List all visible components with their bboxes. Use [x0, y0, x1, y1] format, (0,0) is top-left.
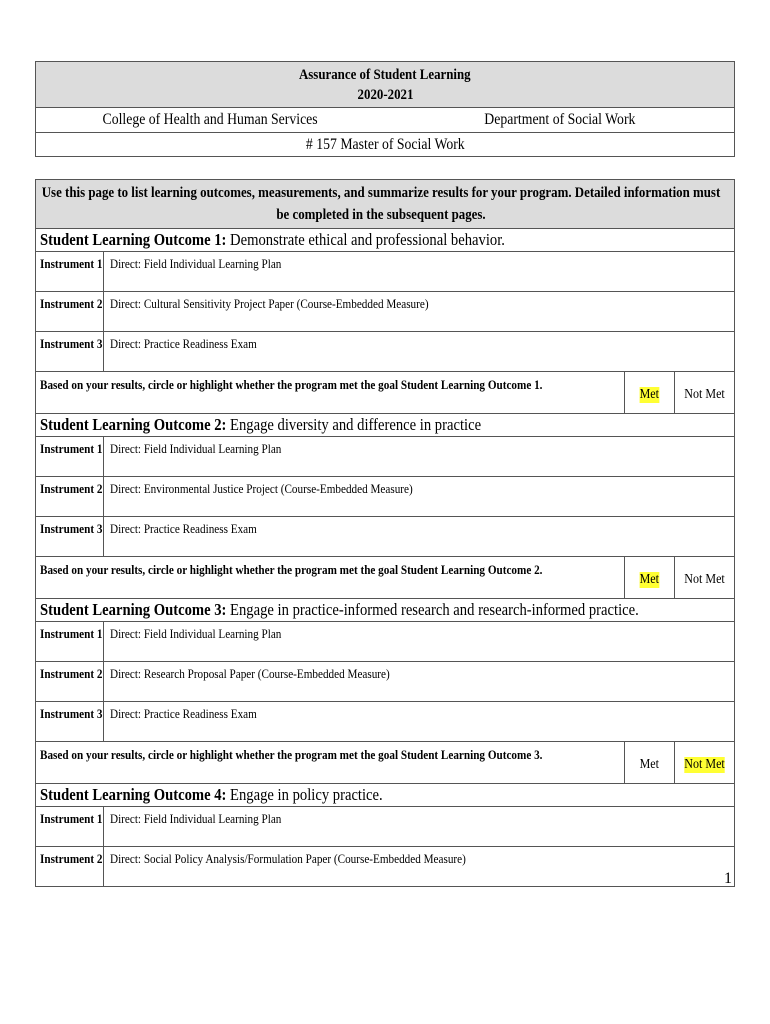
- title-block: [36, 62, 734, 108]
- result-prompt: Based on your results, circle or highlight whether the program met the goal Student Learning Outcome 1.: [36, 372, 625, 413]
- page-number: 1: [724, 870, 732, 887]
- instrument-row: [36, 332, 734, 372]
- outcomes-container: [36, 229, 734, 886]
- intro-instructions: Use this page to list learning outcomes, measurements, and summarize results for your program. Detailed information must be completed in the subsequent pages.: [36, 180, 734, 229]
- outcome-3-result-row: [36, 742, 734, 784]
- outcome-3-heading: [36, 599, 734, 622]
- not-met-label: Not Met: [684, 571, 725, 587]
- not-met-option[interactable]: [675, 557, 734, 598]
- not-met-option[interactable]: [675, 372, 734, 413]
- met-label: Met: [640, 756, 660, 772]
- instrument-description: Direct: Field Individual Learning Plan: [110, 256, 282, 271]
- document-title: Assurance of Student Learning: [299, 67, 471, 83]
- instrument-description: Direct: Field Individual Learning Plan: [110, 811, 282, 826]
- document-year: 2020-2021: [357, 87, 413, 103]
- not-met-option[interactable]: [675, 742, 734, 783]
- instrument-label: Instrument 2: [36, 292, 104, 331]
- instrument-description: Direct: Practice Readiness Exam: [110, 336, 257, 351]
- instrument-description: Direct: Field Individual Learning Plan: [110, 626, 282, 641]
- instrument-row: [36, 702, 734, 742]
- instrument-description: Direct: Research Proposal Paper (Course-Embedded Measure): [110, 666, 390, 681]
- outcome-description: Engage in policy practice.: [226, 785, 383, 804]
- outcome-label: Student Learning Outcome 4:: [40, 785, 227, 804]
- result-prompt: Based on your results, circle or highlight whether the program met the goal Student Learning Outcome 3.: [36, 742, 625, 783]
- instrument-label: Instrument 2: [36, 662, 104, 701]
- instrument-label: Instrument 2: [36, 847, 104, 886]
- met-label: Met: [640, 571, 660, 587]
- instrument-row: [36, 662, 734, 702]
- instrument-description: Direct: Social Policy Analysis/Formulation Paper (Course-Embedded Measure): [110, 851, 466, 866]
- met-label: Met: [640, 386, 660, 402]
- instrument-description: Direct: Cultural Sensitivity Project Paper (Course-Embedded Measure): [110, 296, 429, 311]
- outcome-2-result-row: [36, 557, 734, 599]
- instrument-description: Direct: Field Individual Learning Plan: [110, 441, 282, 456]
- program-name: # 157 Master of Social Work: [305, 136, 465, 153]
- instrument-label: Instrument 1: [36, 807, 104, 846]
- instrument-description: Direct: Practice Readiness Exam: [110, 706, 257, 721]
- instrument-description: Direct: Environmental Justice Project (Course-Embedded Measure): [110, 481, 413, 496]
- department-name: Department of Social Work: [483, 111, 636, 128]
- instrument-label: Instrument 1: [36, 252, 104, 291]
- outcome-label: Student Learning Outcome 2:: [40, 415, 227, 434]
- outcome-2-heading: [36, 414, 734, 437]
- college-name: College of Health and Human Services: [102, 111, 319, 128]
- instrument-row: [36, 847, 734, 886]
- met-option[interactable]: [625, 372, 675, 413]
- instrument-label: Instrument 2: [36, 477, 104, 516]
- met-option[interactable]: [625, 742, 675, 783]
- outcome-4-heading: [36, 784, 734, 807]
- instrument-row: [36, 252, 734, 292]
- instrument-label: Instrument 1: [36, 622, 104, 661]
- not-met-label: Not Met: [684, 756, 725, 772]
- outcome-description: Demonstrate ethical and professional behavior.: [226, 230, 505, 249]
- outcome-1-heading: [36, 229, 734, 252]
- header-table: [35, 61, 735, 157]
- instrument-label: Instrument 3: [36, 517, 104, 556]
- outcome-description: Engage in practice-informed research and research-informed practice.: [226, 600, 639, 619]
- instrument-label: Instrument 3: [36, 702, 104, 741]
- outcome-description: Engage diversity and difference in practice: [226, 415, 482, 434]
- instrument-description: Direct: Practice Readiness Exam: [110, 521, 257, 536]
- not-met-label: Not Met: [684, 386, 725, 402]
- outcomes-table: [35, 179, 735, 887]
- instrument-row: [36, 477, 734, 517]
- instrument-label: Instrument 1: [36, 437, 104, 476]
- met-option[interactable]: [625, 557, 675, 598]
- college-department-row: [36, 108, 734, 133]
- outcome-label: Student Learning Outcome 3:: [40, 600, 227, 619]
- outcome-label: Student Learning Outcome 1:: [40, 230, 227, 249]
- instrument-row: [36, 437, 734, 477]
- instrument-row: [36, 292, 734, 332]
- instrument-label: Instrument 3: [36, 332, 104, 371]
- result-prompt: Based on your results, circle or highlight whether the program met the goal Student Learning Outcome 2.: [36, 557, 625, 598]
- instrument-row: [36, 622, 734, 662]
- instrument-row: [36, 807, 734, 847]
- outcome-1-result-row: [36, 372, 734, 414]
- instrument-row: [36, 517, 734, 557]
